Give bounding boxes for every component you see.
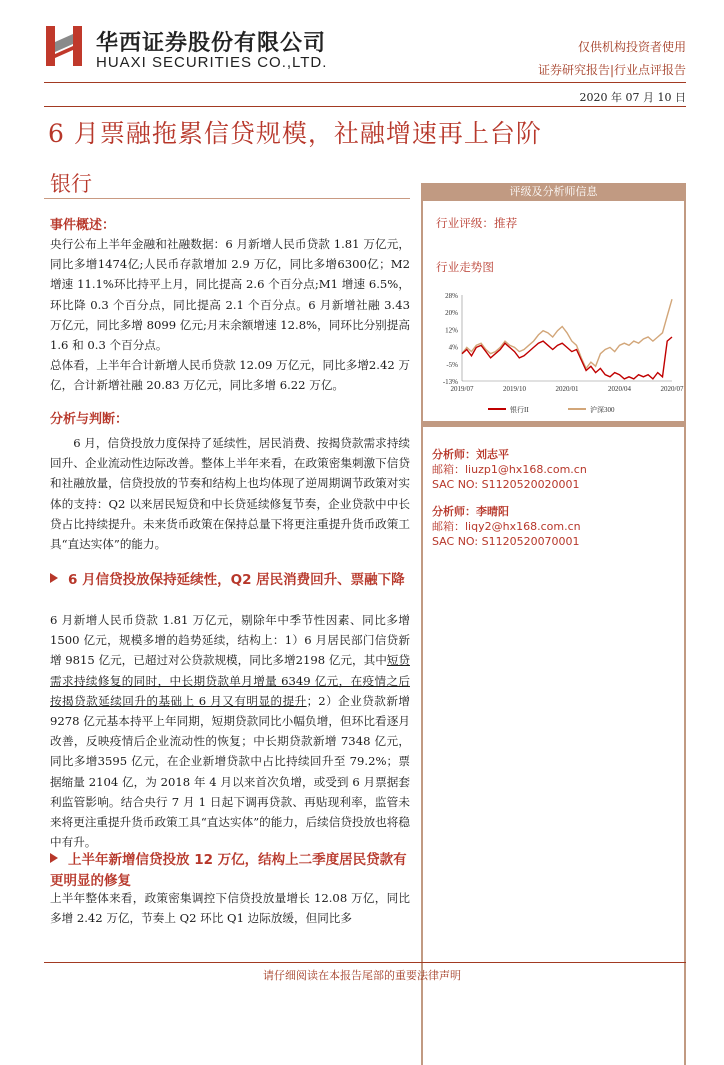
- analyst1-label: 分析师：: [432, 448, 476, 461]
- company-name-cn: 华西证券股份有限公司: [96, 30, 327, 56]
- section1-text-a: 6 月新增人民币贷款 1.81 万亿元，剔除年中季节性因素、同比多增 1500 亿元，规模多增的趋势延续，结构上：1）6 月居民部门信贷新增 9815 亿元，已超过对公贷款规模，同比多增2198 亿元，其中: [50, 613, 410, 668]
- report-date: 2020 年 07 月 10 日: [579, 91, 686, 104]
- x-tick-label: 2020/04: [608, 385, 631, 393]
- huaxi-logo-icon: [44, 24, 84, 68]
- industry-rating: 行业评级：推荐: [436, 216, 518, 230]
- chart-legend: [488, 405, 615, 414]
- section2-text: 上半年整体来看，政策密集调控下信贷投放量增长 12.08 万亿，同比多增 2.42 万亿，节奏上 Q2 环比 Q1 边际放缓，但同比多: [50, 891, 410, 926]
- industry-trend-chart: [428, 285, 684, 420]
- section1-heading-text: 6 月信贷投放保持延续性，Q2 居民消费回升、票融下降: [68, 572, 405, 588]
- triangle-bullet-icon: [50, 853, 58, 863]
- report-type: 证券研究报告|行业点评报告: [537, 63, 686, 77]
- header-divider: [44, 82, 686, 83]
- analyst1-name: 刘志平: [476, 448, 509, 461]
- analyst2-name: 李晴阳: [476, 505, 509, 518]
- audience-note: 仅供机构投资者使用: [577, 40, 686, 54]
- y-tick-label: 28%: [445, 292, 458, 300]
- report-title: 6 月票融拖累信贷规模，社融增速再上台阶: [48, 119, 542, 148]
- x-tick-label: 2019/07: [450, 385, 474, 393]
- analyst1-email[interactable]: 邮箱：liuzp1@hx168.com.cn: [432, 463, 587, 476]
- analyst1-line: [432, 448, 509, 463]
- rating-panel-header: 评级及分析师信息: [421, 183, 686, 201]
- chart-axes: [443, 292, 684, 393]
- x-tick-label: 2020/07: [660, 385, 684, 393]
- date-divider: [44, 106, 686, 107]
- section1-text-underlined: 短贷需求持续修复的同时，中长期贷款单月增量 6349 亿元，在疫情之后按揭贷款延续回升的基础上 6 月又有明显的提升: [50, 653, 410, 708]
- chart-lines: [462, 299, 672, 379]
- legend-label: 银行II: [510, 406, 529, 414]
- analysis-heading: 分析与判断：: [50, 412, 129, 427]
- analyst2-line: [432, 505, 509, 520]
- analyst2-sac: SAC NO: S1120520070001: [432, 535, 580, 548]
- triangle-bullet-icon: [50, 573, 58, 583]
- section2-body: [50, 888, 410, 928]
- y-tick-label: 4%: [448, 343, 458, 352]
- section2-heading-text: 上半年新增信贷投放 12 万亿，结构上二季度居民贷款有更明显的修复: [50, 852, 407, 889]
- x-tick-label: 2020/01: [555, 385, 579, 393]
- section1-body: [50, 610, 410, 852]
- y-tick-label: -5%: [446, 360, 458, 369]
- series-line-bank: [462, 337, 672, 379]
- footer-divider: [44, 962, 686, 963]
- y-tick-label: 20%: [445, 309, 458, 318]
- sector-label: 银行: [50, 172, 92, 196]
- x-tick-label: 2019/10: [503, 385, 526, 393]
- company-name-en: HUAXI SECURITIES CO.,LTD.: [96, 54, 328, 71]
- section1-heading: [50, 570, 410, 591]
- event-paragraph-1: 央行公布上半年金融和社融数据：6 月新增人民币贷款 1.81 万亿元，同比多增1474亿;人民币存款增加 2.9 万亿，同比多增6300亿；M2 增速 11.1%环比持平上月，同比提高 2.6 个百分点;M1 增速 6.5%，环比降 0.3 个百分点，同比提高 2.1 个百分点。6 月新增社融 3.43 万亿元，同比多增 8099 亿元;月末余额增速 12.8%，同环比分别提高 1.6 和 0.3 个百分点。: [50, 237, 410, 353]
- legend-label: 沪深300: [590, 406, 615, 414]
- event-body: [50, 234, 410, 396]
- trend-chart-title: 行业走势图: [436, 260, 494, 274]
- analyst1-sac: SAC NO: S1120520020001: [432, 478, 580, 491]
- section1-text-b: ；2）企业贷款新增 9278 亿元基本持平上年同期，短期贷款同比小幅负增，但环比看逐月改善，反映疫情后企业流动性的恢复；中长期贷款新增 7348 亿元，同比多增3595 亿元，在企业新增贷款中占比持续回升至 79.2%；票据缩量 2104 亿，为 2018 年 4 月以来首次负增，或受到 6 月票据套利监管影响。结合央行 7 月 1 日起下调再贷款、再贴现利率，监管未来将更注重提升货币政策工具“直达实体”的能力，后续信贷投放也将稳中有升。: [50, 693, 410, 850]
- series-line-hs300: [462, 299, 672, 368]
- analyst2-email[interactable]: 邮箱：liqy2@hx168.com.cn: [432, 520, 581, 533]
- y-tick-label: -13%: [442, 378, 458, 386]
- section2-heading: [50, 850, 410, 892]
- company-logo: [44, 24, 84, 68]
- analyst2-label: 分析师：: [432, 505, 476, 518]
- analysis-paragraph: 6 月，信贷投放力度保持了延续性，居民消费、按揭贷款需求持续回升、企业流动性边际改善。整体上半年来看，在政策密集刺激下信贷和社融放量，信贷投放的节奏和结构上也均体现了逆周期调节政策对实体的支持：Q2 以来居民短贷和中长贷延续修复节奏，企业贷款中中长贷占比持续提升。未来货币政策在保持总量下将更注重提升货币政策工具“直达实体”的能力。: [50, 436, 410, 552]
- sector-divider: [44, 198, 410, 199]
- event-heading: 事件概述：: [50, 218, 116, 233]
- analysis-body: [50, 433, 410, 554]
- legal-notice: 请仔细阅读在本报告尾部的重要法律声明: [263, 969, 461, 982]
- y-tick-label: 12%: [445, 326, 458, 335]
- event-paragraph-2: 总体看，上半年合计新增人民币贷款 12.09 万亿元，同比多增2.42 万亿，合计新增社融 20.83 万亿元，同比多增 6.22 万亿。: [50, 358, 410, 393]
